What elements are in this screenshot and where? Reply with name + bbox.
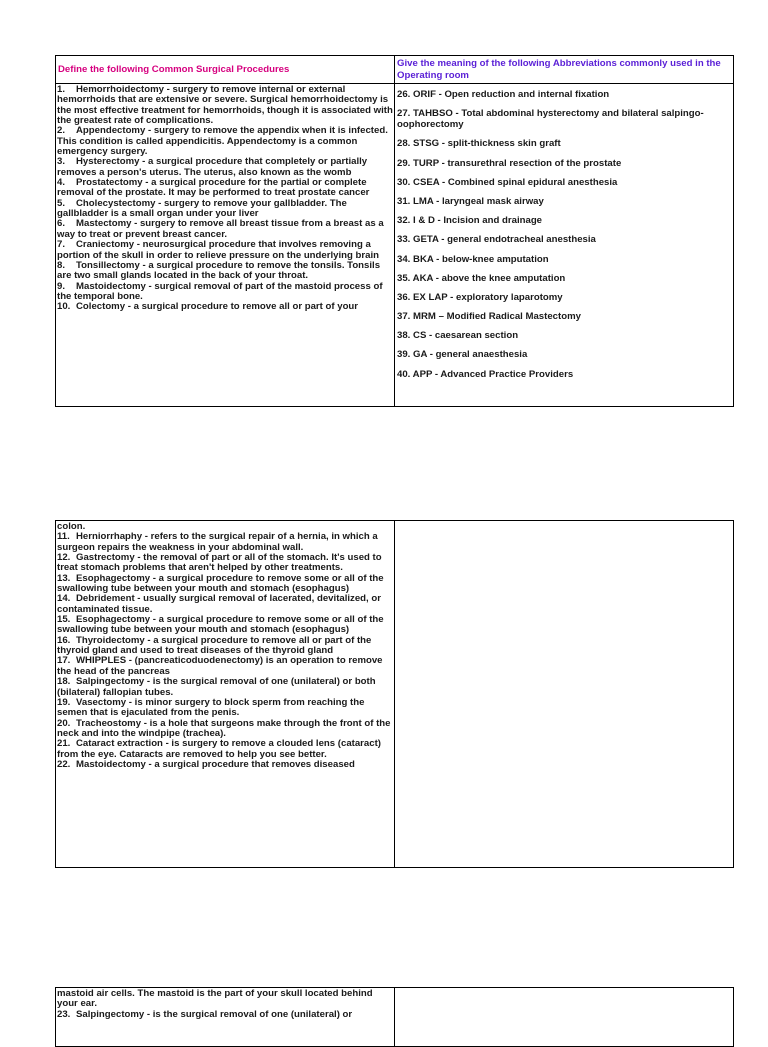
abbreviation-number: 36. xyxy=(397,291,414,303)
abbreviation-item xyxy=(397,369,731,380)
procedure-item xyxy=(57,532,393,553)
procedure-number: 2. xyxy=(57,125,66,137)
abbreviation-text: ORIF - Open reduction and internal fixation xyxy=(413,89,610,100)
procedure-text: Mastoidectomy - a surgical procedure that removes diseased xyxy=(76,758,355,770)
abbreviation-number: 32. xyxy=(397,215,414,227)
procedure-text: Craniectomy - neurosurgical procedure that involves removing a portion of the skull in order to relieve pressure on the underlying brain xyxy=(57,239,379,261)
continued-text: colon. xyxy=(57,521,86,532)
procedure-item xyxy=(57,199,393,220)
procedure-number: 21. xyxy=(57,738,71,750)
abbreviation-text: GA - general anaesthesia xyxy=(413,349,528,361)
abbreviation-number: 31. xyxy=(397,195,414,207)
abbreviation-text: CSEA - Combined spinal epidural anesthesia xyxy=(413,176,618,188)
procedure-item xyxy=(57,760,393,770)
procedure-text: Mastoidectomy - surgical removal of part of the mastoid process of the temporal bone. xyxy=(57,280,383,302)
procedure-item xyxy=(57,553,393,574)
abbreviation-text: I & D - Incision and drainage xyxy=(413,215,543,227)
procedure-text: Cataract extraction - is surgery to remove a clouded lens (cataract) from the eye. Cataracts are removed to help you see better. xyxy=(57,738,381,760)
procedure-number: 16. xyxy=(57,634,71,646)
abbreviation-text: EX LAP - exploratory laparotomy xyxy=(413,291,563,303)
procedure-item xyxy=(57,739,393,760)
abbreviation-text: MRM – Modified Radical Mastectomy xyxy=(413,311,581,323)
abbreviation-item xyxy=(397,108,731,130)
abbreviation-number: 30. xyxy=(397,176,414,188)
procedure-text: Thyroidectomy - a surgical procedure to remove all or part of the thyroid gland and used to treat diseases of the thyroid gland xyxy=(57,634,372,657)
abbreviation-item xyxy=(397,138,731,149)
procedure-number: 10. xyxy=(57,301,71,313)
procedure-number: 3. xyxy=(57,156,66,168)
procedure-text: WHIPPLES - (pancreaticoduodenectomy) is an operation to remove the head of the pancreas xyxy=(57,655,383,677)
procedure-number: 20. xyxy=(57,717,71,729)
procedure-list xyxy=(57,532,393,770)
procedure-item xyxy=(57,594,393,615)
procedure-text: Salpingectomy - is the surgical removal of one (unilateral) or xyxy=(76,1008,353,1020)
procedure-text: Herniorrhaphy - refers to the surgical repair of a hernia, in which a surgeon repairs the weakness in your abdominal wall. xyxy=(57,531,378,553)
abbreviation-text: APP - Advanced Practice Providers xyxy=(412,368,574,380)
procedure-item xyxy=(57,719,393,740)
procedure-item xyxy=(57,261,393,282)
abbreviation-number: 26. xyxy=(397,89,414,100)
abbreviations-header: Give the meaning of the following Abbreviations commonly used in the Operating room xyxy=(395,56,733,84)
procedures-cell xyxy=(56,84,395,406)
abbreviation-item xyxy=(397,215,731,226)
procedures-table-page-2 xyxy=(55,520,734,868)
abbreviation-text: BKA - below-knee amputation xyxy=(413,253,549,265)
procedures-table-page-3 xyxy=(55,987,734,1047)
continued-text: mastoid air cells. The mastoid is the part of your skull located behind your ear. xyxy=(57,988,373,1010)
procedure-item xyxy=(57,240,393,261)
procedure-text: Mastectomy - surgery to remove all breast tissue from a breast as a way to treat or prevent breast cancer. xyxy=(57,218,384,240)
abbreviation-number: 38. xyxy=(397,330,414,342)
procedure-text: Esophagectomy - a surgical procedure to remove some or all of the swallowing tube between your mouth and stomach (esophagus) xyxy=(57,614,384,636)
procedure-text: Prostatectomy - a surgical procedure for the partial or complete removal of the prostate. It may be performed to treat prostate cancer xyxy=(57,177,370,199)
procedure-item xyxy=(57,636,393,657)
abbreviation-text: TURP - transurethral resection of the prostate xyxy=(413,157,622,169)
abbreviation-text: GETA - general endotracheal anesthesia xyxy=(413,234,596,246)
procedure-number: 7. xyxy=(57,239,66,251)
procedure-item xyxy=(57,126,393,157)
procedure-number: 9. xyxy=(57,280,66,292)
procedure-item xyxy=(57,656,393,677)
procedure-number: 18. xyxy=(57,676,71,688)
abbreviation-list xyxy=(397,89,731,380)
abbreviation-number: 35. xyxy=(397,272,413,284)
procedure-number: 15. xyxy=(57,614,71,626)
procedure-text: Salpingectomy - is the surgical removal of one (unilateral) or both (bilateral) fallopian tubes. xyxy=(57,676,376,698)
procedure-number: 22. xyxy=(57,758,71,770)
procedure-number: 4. xyxy=(57,177,66,189)
empty-cell xyxy=(395,988,733,1046)
procedure-number: 23. xyxy=(57,1008,71,1020)
procedure-number: 1. xyxy=(57,84,66,95)
abbreviation-text: AKA - above the knee amputation xyxy=(412,272,566,284)
abbreviation-number: 40. xyxy=(397,368,413,380)
procedure-number: 8. xyxy=(57,259,66,271)
procedure-text: Cholecystectomy - surgery to remove your gallbladder. The gallbladder is a small organ under your liver xyxy=(57,197,347,220)
abbreviation-item xyxy=(397,292,731,303)
abbreviation-item xyxy=(397,177,731,188)
abbreviation-number: 29. xyxy=(397,157,414,169)
procedure-item xyxy=(57,677,393,698)
abbreviation-item xyxy=(397,349,731,360)
procedure-number: 17. xyxy=(57,655,71,667)
procedure-list xyxy=(57,1010,393,1020)
procedure-number: 14. xyxy=(57,593,71,605)
abbreviation-item xyxy=(397,330,731,341)
procedure-item xyxy=(57,698,393,719)
abbreviation-item xyxy=(397,234,731,245)
procedure-text: Vasectomy - is minor surgery to block sperm from reaching the semen that is ejaculated from the penis. xyxy=(57,696,365,719)
abbreviation-number: 27. xyxy=(397,108,414,120)
procedure-number: 11. xyxy=(57,531,70,543)
abbreviation-item xyxy=(397,254,731,265)
procedure-number: 6. xyxy=(57,218,66,230)
procedure-text: Tracheostomy - is a hole that surgeons make through the front of the neck and into the windpipe (trachea). xyxy=(57,717,391,739)
abbreviation-number: 33. xyxy=(397,234,414,246)
procedures-header: Define the following Common Surgical Procedures xyxy=(56,56,395,84)
procedure-item xyxy=(57,282,393,303)
abbreviation-text: TAHBSO - Total abdominal hysterectomy and bilateral salpingo-oophorectomy xyxy=(397,108,704,131)
procedure-item xyxy=(57,574,393,595)
abbreviation-text: CS - caesarean section xyxy=(413,330,519,342)
procedure-item xyxy=(57,615,393,636)
abbreviation-item xyxy=(397,158,731,169)
procedure-text: Hysterectomy - a surgical procedure that completely or partially removes a person's uterus. The uterus, also known as the womb xyxy=(57,156,368,178)
procedure-number: 13. xyxy=(57,572,71,584)
abbreviations-cell xyxy=(395,84,733,406)
procedure-text: Esophagectomy - a surgical procedure to remove some or all of the swallowing tube between your mouth and stomach (esophagus) xyxy=(57,572,384,595)
abbreviation-number: 39. xyxy=(397,349,414,361)
procedure-number: 12. xyxy=(57,552,71,564)
abbreviation-number: 28. xyxy=(397,138,414,150)
procedures-table-page-1 xyxy=(55,55,734,407)
abbreviation-item xyxy=(397,311,731,322)
procedure-text: Colectomy - a surgical procedure to remove all or part of your xyxy=(76,301,359,313)
procedure-item xyxy=(57,157,393,178)
procedures-cell xyxy=(56,521,395,867)
abbreviation-text: STSG - split-thickness skin graft xyxy=(413,138,561,150)
procedure-text: Tonsillectomy - a surgical procedure to remove the tonsils. Tonsils are two small glands located in the back of your throat. xyxy=(57,259,381,282)
abbreviation-item xyxy=(397,89,731,100)
procedure-text: Gastrectomy - the removal of part or all of the stomach. It's used to treat stomach problems that aren't helped by other treatments. xyxy=(57,552,382,574)
procedure-item xyxy=(57,219,393,240)
empty-cell xyxy=(395,521,733,867)
abbreviation-item xyxy=(397,273,731,284)
procedure-number: 19. xyxy=(57,696,71,708)
procedure-item xyxy=(57,85,393,126)
abbreviation-item xyxy=(397,196,731,207)
procedure-text: Hemorrhoidectomy - surgery to remove internal or external hemorrhoids that are extensive or severe. Surgical hemorrhoidectomy is the most effective treatment for hemorrhoids, though it is associated with the greatest rate of complications. xyxy=(57,84,393,127)
procedure-number: 5. xyxy=(57,197,66,209)
abbreviation-number: 37. xyxy=(397,311,414,323)
procedure-list xyxy=(57,85,393,313)
procedure-item xyxy=(57,178,393,199)
procedure-text: Debridement - usually surgical removal of lacerated, devitalized, or contaminated tissue. xyxy=(57,593,381,615)
procedure-item xyxy=(57,302,393,312)
procedures-cell xyxy=(56,988,395,1046)
procedure-item xyxy=(57,1010,393,1020)
procedure-text: Appendectomy - surgery to remove the appendix when it is infected. This condition is called appendicitis. Appendectomy is a common emergency surgery. xyxy=(57,125,388,158)
abbreviation-text: LMA - laryngeal mask airway xyxy=(413,195,544,207)
abbreviation-number: 34. xyxy=(397,253,414,265)
